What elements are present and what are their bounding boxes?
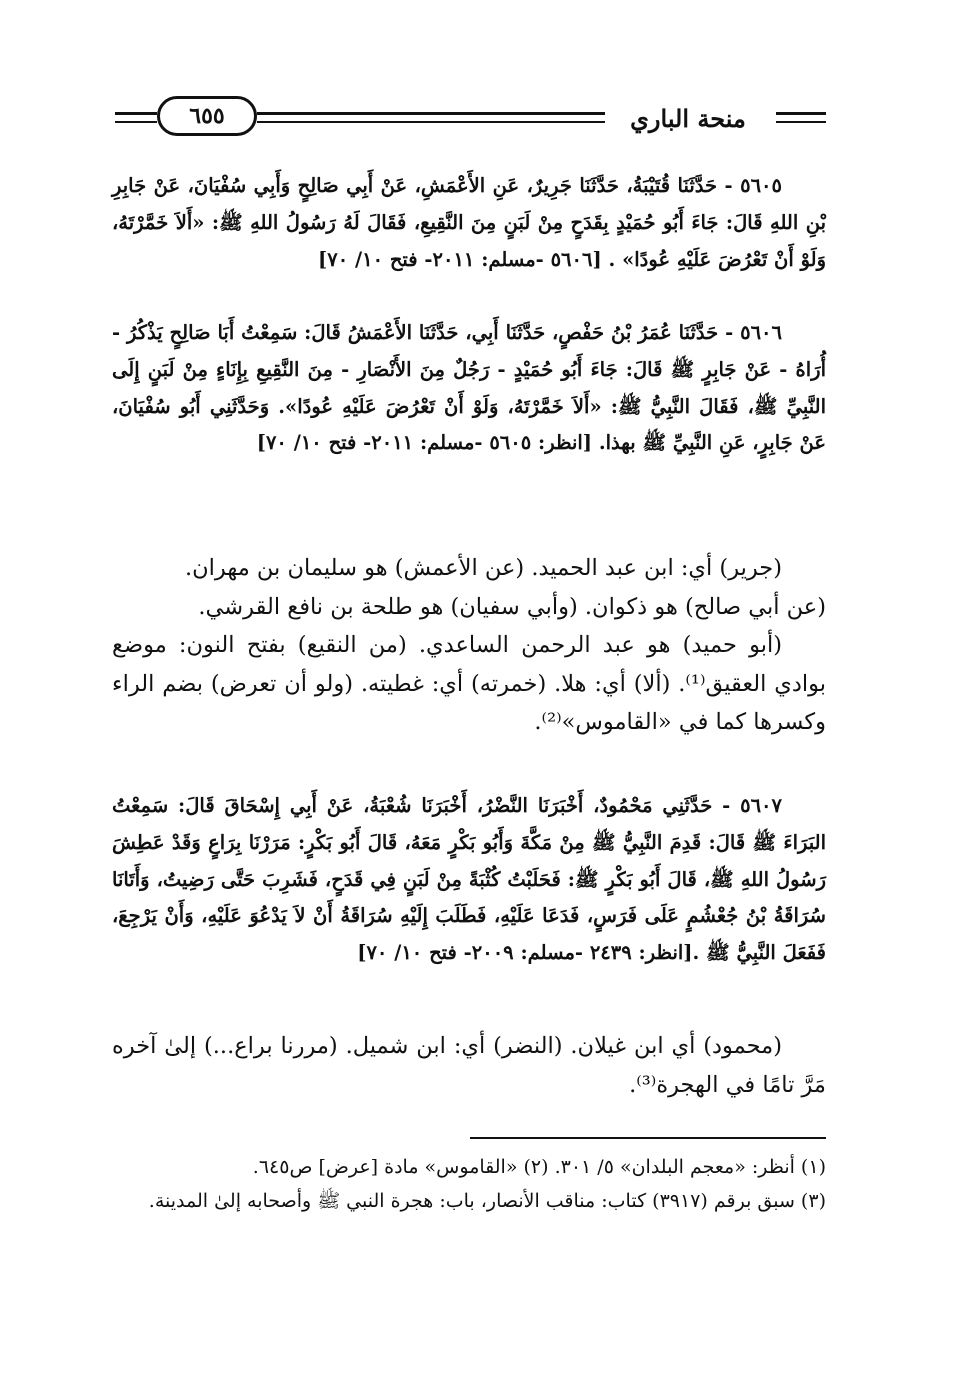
commentary-paragraph: (أبو حميد) هو عبد الرحمن الساعدي. (من النقيع) بفتح النون: موضع بوادي العقيق⁽¹⁾. (ألا) أي: هلا. (خمرته) أي: غطيته. (ولو أن تعرض) بضم الراء وكسرها كما في «القاموس»⁽²⁾. <box>112 632 827 735</box>
footnote: (١) أنظر: «معجم البلدان» ٥/ ٣٠١. (٢) «القاموس» مادة [عرض] ص٦٤٥. <box>252 1156 826 1178</box>
header-rule-left-top <box>115 112 157 115</box>
header-rule-left-bottom <box>115 121 157 123</box>
header-rule-right-bottom <box>776 121 826 123</box>
hadith-5607-text: ٥٦٠٧ - حَدَّثَنِي مَحْمُودٌ، أَخْبَرَنَا النَّضْرُ، أَخْبَرَنَا شُعْبَةُ، عَنْ أَبِي إِسْحَاقَ قَالَ: سَمِعْتُ البَرَاءَ ﷺ قَالَ: قَدِمَ النَّبِيُّ ﷺ مِنْ مَكَّةَ وَأَبُو بَكْرٍ مَعَهُ، قَالَ أَبُو بَكْرٍ: مَرَرْنَا بِرَاعٍ وَقَدْ عَطِشَ رَسُولُ اللهِ ﷺ، قَالَ أَبُو بَكْرٍ ﷺ: فَحَلَبْتُ كُثْبَةً مِنْ لَبَنٍ فِي قَدَحٍ، فَشَرِبَ حَتَّى رَضِيتُ، وَأَتَانَا سُرَاقَةُ بْنُ جُعْشُمٍ عَلَى فَرَسٍ، فَدَعَا عَلَيْهِ، فَطَلَبَ إِلَيْهِ سُرَاقَةُ أَنْ لاَ يَدْعُوَ عَلَيْهِ، وَأَنْ يَرْجِعَ، فَفَعَلَ النَّبِيُّ ﷺ .[انظر: ٢٤٣٩ -مسلم: ٢٠٠٩- فتح ١٠/ ٧٠] <box>112 794 826 965</box>
header-rule-right-top <box>776 112 826 115</box>
commentary-block-2 <box>112 1027 826 1104</box>
footnotes <box>112 1150 826 1218</box>
hadith-5605 <box>112 168 826 278</box>
footnote: (٣) سبق برقم (٣٩١٧) كتاب: مناقب الأنصار، باب: هجرة النبي ﷺ وأصحابه إلىٰ المدينة. <box>148 1190 826 1212</box>
page-number-badge <box>157 96 257 136</box>
header-rule-middle-top <box>257 112 605 115</box>
commentary-paragraph: (جرير) أي: ابن عبد الحميد. (عن الأعمش) هو سليمان بن مهران. <box>184 555 782 581</box>
page-number: ٦٥٥ <box>189 103 225 129</box>
commentary-paragraph: (عن أبي صالح) هو ذكوان. (وأبي سفيان) هو طلحة بن نافع القرشي. <box>198 593 826 620</box>
footnote-separator <box>470 1137 826 1139</box>
hadith-5606 <box>112 315 826 462</box>
book-title: منحة الباري <box>630 104 746 133</box>
hadith-5607 <box>112 788 826 972</box>
commentary-block-1 <box>112 549 826 742</box>
hadith-5605-text: ٥٦٠٥ - حَدَّثَنَا قُتَيْبَةُ، حَدَّثَنَا جَرِيرٌ، عَنِ الأَعْمَشِ، عَنْ أَبِي صَالِحٍ وَأَبِي سُفْيَانَ، عَنْ جَابِرِ بْنِ اللهِ قَالَ: جَاءَ أَبُو حُمَيْدٍ بِقَدَحٍ مِنْ لَبَنٍ مِنَ النَّقِيعِ، فَقَالَ لَهُ رَسُولُ اللهِ ﷺ: «أَلاَ خَمَّرْتَهُ، وَلَوْ أَنْ تَعْرُضَ عَلَيْهِ عُودًا» . [٥٦٠٦ -مسلم: ٢٠١١- فتح ١٠/ ٧٠] <box>112 174 826 271</box>
hadith-5606-text: ٥٦٠٦ - حَدَّثَنَا عُمَرُ بْنُ حَفْصٍ، حَدَّثَنَا أَبِي، حَدَّثَنَا الأَعْمَشُ قَالَ: سَمِعْتُ أَبَا صَالِحٍ يَذْكُرُ - أُرَاهُ - عَنْ جَابِرٍ ﷺ قَالَ: جَاءَ أَبُو حُمَيْدٍ - رَجُلٌ مِنَ الأَنْصَارِ - مِنَ النَّقِيعِ بِإِنَاءٍ مِنْ لَبَنٍ إِلَى النَّبِيِّ ﷺ، فَقَالَ النَّبِيُّ ﷺ: «أَلاَ خَمَّرْتَهُ، وَلَوْ أَنْ تَعْرُضَ عَلَيْهِ عُودًا». وَحَدَّثَنِي أَبُو سُفْيَانَ، عَنْ جَابِرٍ، عَنِ النَّبِيِّ ﷺ بهذا. [انظر: ٥٦٠٥ -مسلم: ٢٠١١- فتح ١٠/ ٧٠] <box>112 321 826 455</box>
header-rule-middle-bottom <box>257 121 605 123</box>
commentary-paragraph: (محمود) أي ابن غيلان. (النضر) أي: ابن شميل. (مررنا براع...) إلىٰ آخره مَرَّ تامًا في الهجرة⁽³⁾. <box>112 1033 826 1098</box>
